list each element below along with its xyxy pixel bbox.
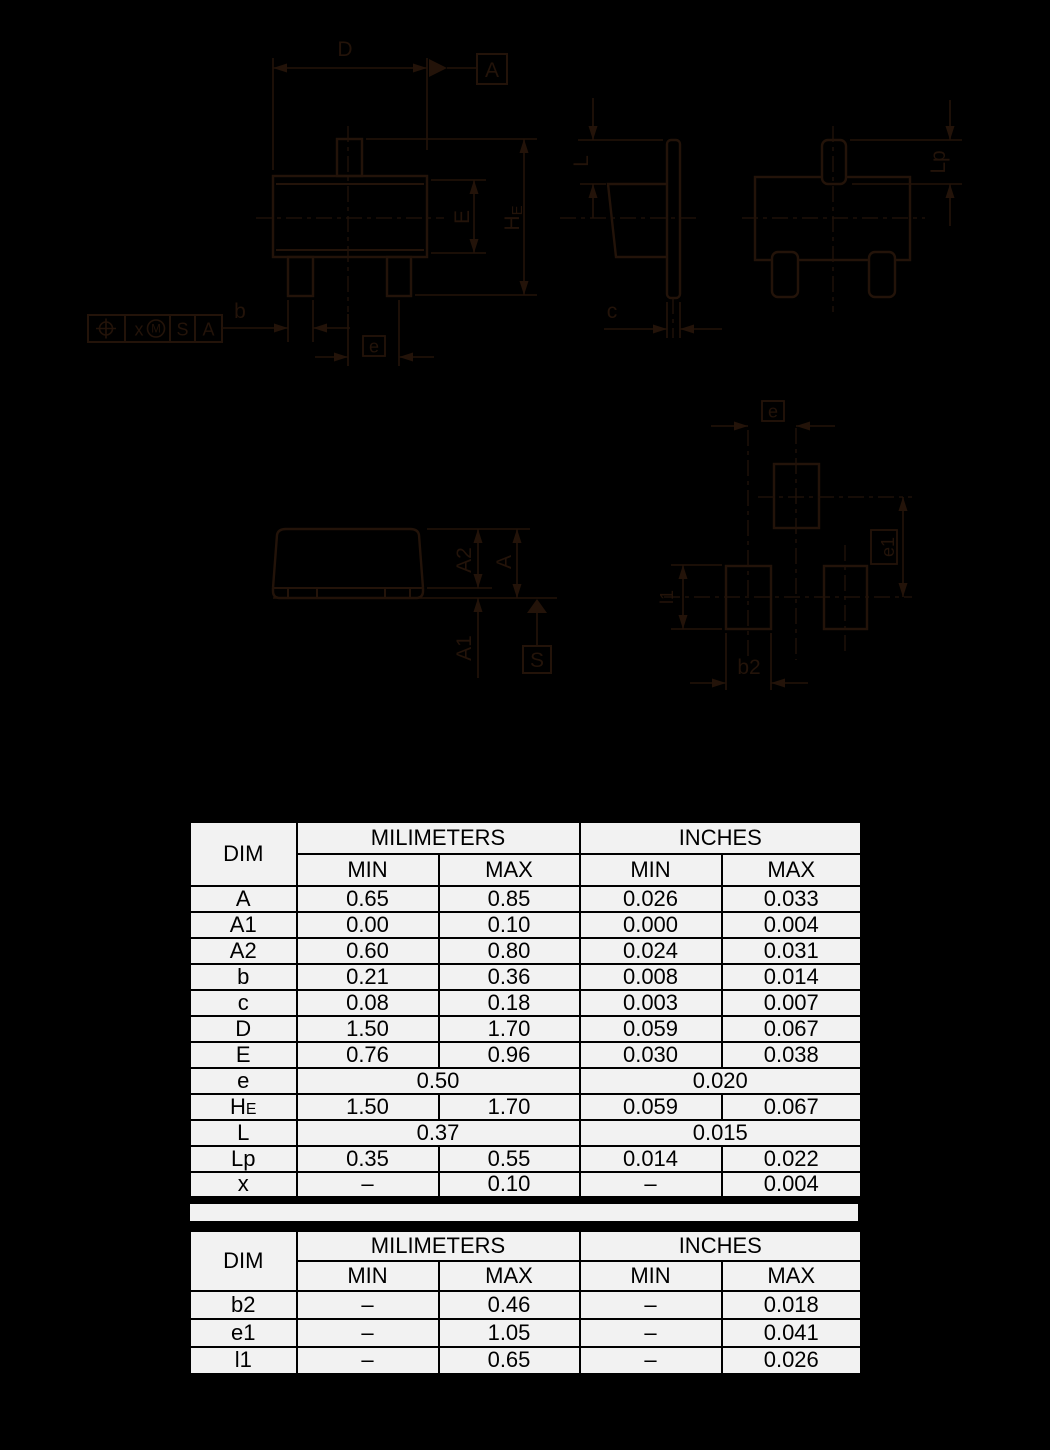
table-header-row [190, 822, 862, 854]
datum-arrow-icon [429, 59, 447, 77]
table-cell: 0.18 [439, 990, 580, 1016]
dim-label-a: A [493, 554, 516, 570]
table-cell: 0.50 [297, 1068, 580, 1094]
land-pattern-view [664, 428, 912, 660]
header-min: MIN [580, 1261, 722, 1291]
table-cell: 0.041 [722, 1319, 862, 1347]
land-e-dimension [711, 401, 835, 431]
table-cell: 0.004 [722, 912, 862, 938]
table-row [190, 1094, 862, 1120]
table-cell: Lp [190, 1146, 297, 1172]
table-cell: e [190, 1068, 297, 1094]
table-row [190, 1016, 862, 1042]
position-tolerance-frame [88, 315, 222, 342]
table-cell: c [190, 990, 297, 1016]
mmc-m-label: M [151, 323, 161, 336]
table-cell: 0.059 [580, 1094, 722, 1120]
datum-triangle-icon [527, 599, 547, 613]
header-mm: MILIMETERS [297, 822, 580, 854]
dim-label-d: D [337, 38, 353, 61]
datum-a-label: A [484, 59, 500, 82]
b2-dimension [690, 633, 808, 690]
fcf-x-label: x [134, 319, 144, 340]
dim-label-e1: e1 [878, 536, 898, 558]
table-cell: 0.76 [297, 1042, 439, 1068]
table-cell: A [190, 886, 297, 912]
datum-s-label: S [529, 649, 545, 672]
header-dim: DIM [190, 1231, 297, 1291]
table-cell: – [297, 1319, 439, 1347]
table-row [190, 1172, 862, 1198]
dim-label-b2: b2 [737, 656, 761, 679]
table-row [190, 886, 862, 912]
lp-dimension [850, 100, 962, 226]
table-cell: 0.015 [580, 1120, 862, 1146]
header-mm: MILIMETERS [297, 1231, 580, 1261]
dimension-table-main [188, 820, 863, 1199]
table-cell: 1.70 [439, 1016, 580, 1042]
table-cell: 0.96 [439, 1042, 580, 1068]
table-cell: 0.65 [297, 886, 439, 912]
table-cell: – [580, 1172, 722, 1198]
dim-label-l1: l1 [657, 589, 677, 605]
table-cell: – [580, 1291, 722, 1319]
he-subscript: E [509, 205, 526, 216]
table-row [190, 1146, 862, 1172]
dim-label-e-pitch: e [368, 336, 380, 357]
table-row [190, 912, 862, 938]
e-body-dimension [431, 180, 486, 253]
table-cell: E [190, 1042, 297, 1068]
table-header-row [190, 1231, 862, 1261]
table-cell: D [190, 1016, 297, 1042]
table-cell: – [580, 1319, 722, 1347]
d-dimension [273, 38, 427, 170]
dim-label-a2: A2 [453, 547, 476, 573]
header-max: MAX [439, 1261, 580, 1291]
table-cell: 0.022 [722, 1146, 862, 1172]
table-cell: 1.50 [297, 1016, 439, 1042]
he-main: H [230, 1093, 246, 1119]
table-cell: 0.020 [580, 1068, 862, 1094]
table-cell: 0.00 [297, 912, 439, 938]
table-cell: l1 [190, 1347, 297, 1375]
he-main: H [501, 215, 524, 231]
l-dimension [570, 98, 663, 218]
table-cell: 0.36 [439, 964, 580, 990]
table-cell: 0.030 [580, 1042, 722, 1068]
header-max: MAX [722, 854, 862, 886]
table-cell: 1.50 [297, 1094, 439, 1120]
table-cell: x [190, 1172, 297, 1198]
table-cell: 0.10 [439, 912, 580, 938]
header-inches: INCHES [580, 822, 862, 854]
dim-label-c: c [606, 300, 618, 323]
table-cell: b [190, 964, 297, 990]
dim-label-e-body: E [451, 209, 474, 225]
table-cell: 0.007 [722, 990, 862, 1016]
table-cell: 0.018 [722, 1291, 862, 1319]
table-cell: 0.004 [722, 1172, 862, 1198]
dimension-table-land-pattern [188, 1229, 863, 1376]
dim-label-b: b [234, 300, 246, 323]
table-row [190, 938, 862, 964]
table-cell: 0.35 [297, 1146, 439, 1172]
table-cell [190, 1094, 297, 1120]
he-subscript: E [245, 1100, 257, 1118]
table-row [190, 1319, 862, 1347]
datum-s-callout [523, 599, 551, 673]
table-cell: 0.014 [580, 1146, 722, 1172]
table-cell: 1.05 [439, 1319, 580, 1347]
table-cell: – [297, 1291, 439, 1319]
table-cell: 0.067 [722, 1016, 862, 1042]
table-cell: 0.46 [439, 1291, 580, 1319]
table-cell: 0.033 [722, 886, 862, 912]
table-cell: 0.003 [580, 990, 722, 1016]
table-cell: 0.038 [722, 1042, 862, 1068]
table-cell: 0.059 [580, 1016, 722, 1042]
table-cell: 0.08 [297, 990, 439, 1016]
table-row [190, 1347, 862, 1375]
table-cell: 0.80 [439, 938, 580, 964]
table-cell: – [580, 1347, 722, 1375]
header-inches: INCHES [580, 1231, 862, 1261]
table-cell: 0.031 [722, 938, 862, 964]
table-cell: 0.21 [297, 964, 439, 990]
table-row [190, 1042, 862, 1068]
header-max: MAX [722, 1261, 862, 1291]
header-dim: DIM [190, 822, 297, 886]
table-cell: 0.000 [580, 912, 722, 938]
table-spacer-row [188, 1202, 860, 1223]
header-max: MAX [439, 854, 580, 886]
dim-label-lp: Lp [927, 150, 950, 174]
table-cell: L [190, 1120, 297, 1146]
table-cell: 0.65 [439, 1347, 580, 1375]
dim-label-a1: A1 [453, 635, 476, 661]
table-cell: 0.024 [580, 938, 722, 964]
datum-a-callout [429, 54, 507, 84]
table-cell: 0.60 [297, 938, 439, 964]
mmc-symbol-icon [148, 320, 165, 337]
fcf-s-label: S [176, 319, 189, 340]
header-min: MIN [297, 854, 439, 886]
table-cell: e1 [190, 1319, 297, 1347]
table-cell: 0.014 [722, 964, 862, 990]
b-dimension [222, 300, 350, 342]
fcf-a-label: A [202, 319, 215, 340]
table-cell: 0.85 [439, 886, 580, 912]
table-row [190, 1120, 862, 1146]
table-row [190, 964, 862, 990]
table-cell: A1 [190, 912, 297, 938]
dim-label-he [501, 205, 526, 230]
table-cell: 1.70 [439, 1094, 580, 1120]
e-pitch-dimension [315, 300, 434, 366]
table-cell: 0.067 [722, 1094, 862, 1120]
e1-dimension [871, 497, 908, 597]
table-cell: b2 [190, 1291, 297, 1319]
dim-label-land-e: e [767, 401, 779, 422]
side-view [560, 140, 700, 338]
header-min: MIN [297, 1261, 439, 1291]
table-cell: 0.026 [580, 886, 722, 912]
table-cell: 0.008 [580, 964, 722, 990]
table-row [190, 990, 862, 1016]
l1-dimension [657, 565, 722, 629]
table-row [190, 1068, 862, 1094]
table-cell: 0.10 [439, 1172, 580, 1198]
front-view [742, 126, 925, 312]
table-cell: – [297, 1347, 439, 1375]
top-view [256, 126, 444, 312]
header-min: MIN [580, 854, 722, 886]
table-cell: – [297, 1172, 439, 1198]
table-cell: 0.026 [722, 1347, 862, 1375]
table-cell: 0.37 [297, 1120, 580, 1146]
table-row [190, 1291, 862, 1319]
dim-label-l: L [570, 155, 593, 167]
a-dimensions [427, 529, 530, 678]
table-cell: A2 [190, 938, 297, 964]
table-cell: 0.55 [439, 1146, 580, 1172]
c-dimension [604, 300, 722, 338]
position-symbol-icon [96, 319, 116, 339]
